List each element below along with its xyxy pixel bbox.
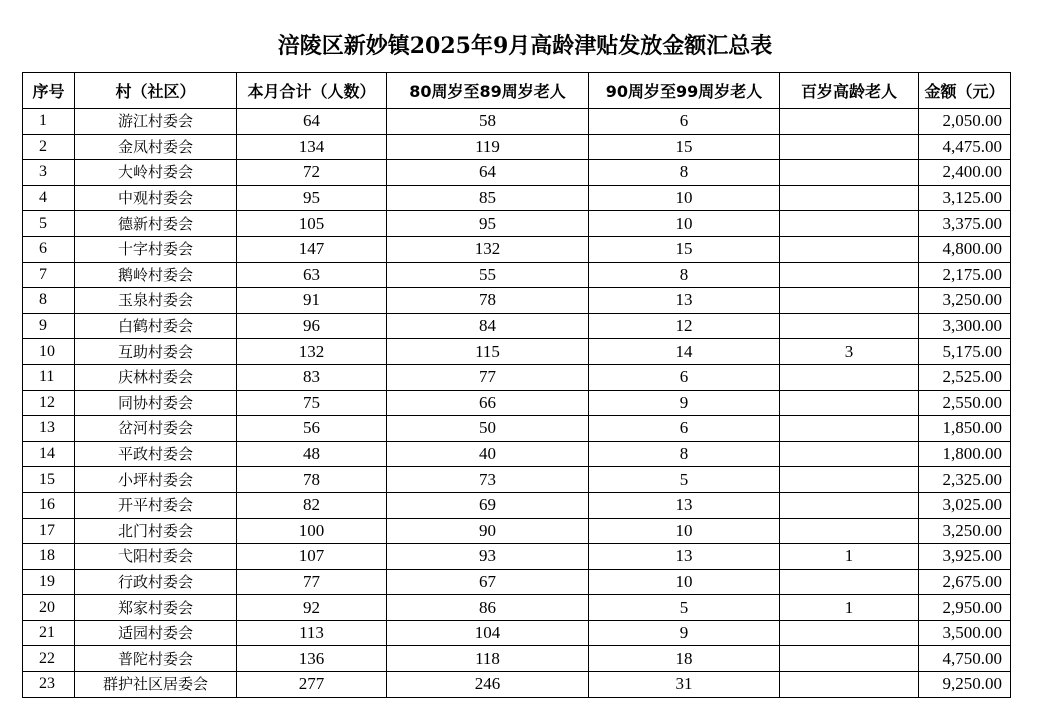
row-age-80-89: 85 xyxy=(387,185,589,211)
row-village: 玉泉村委会 xyxy=(75,288,237,314)
row-amount: 1,850.00 xyxy=(919,416,1011,442)
table-row xyxy=(23,672,1011,698)
row-centenarian xyxy=(780,134,919,160)
row-index: 4 xyxy=(23,185,75,211)
table-row xyxy=(23,390,1011,416)
row-age-90-99: 6 xyxy=(589,364,780,390)
table-row xyxy=(23,236,1011,262)
row-total-count: 78 xyxy=(237,467,387,493)
row-village: 大岭村委会 xyxy=(75,160,237,186)
row-centenarian xyxy=(780,211,919,237)
row-age-80-89: 58 xyxy=(387,109,589,135)
row-amount: 9,250.00 xyxy=(919,672,1011,698)
row-index: 22 xyxy=(23,646,75,672)
header-village: 村（社区） xyxy=(75,73,237,109)
row-age-90-99: 9 xyxy=(589,390,780,416)
row-index: 21 xyxy=(23,620,75,646)
row-centenarian xyxy=(780,416,919,442)
row-amount: 5,175.00 xyxy=(919,339,1011,365)
row-index: 15 xyxy=(23,467,75,493)
subsidy-table xyxy=(22,72,1011,698)
row-index: 3 xyxy=(23,160,75,186)
row-total-count: 63 xyxy=(237,262,387,288)
row-village: 开平村委会 xyxy=(75,492,237,518)
row-index: 14 xyxy=(23,441,75,467)
row-centenarian xyxy=(780,620,919,646)
row-age-80-89: 86 xyxy=(387,595,589,621)
row-total-count: 134 xyxy=(237,134,387,160)
row-centenarian xyxy=(780,390,919,416)
row-village: 互助村委会 xyxy=(75,339,237,365)
row-village: 弋阳村委会 xyxy=(75,544,237,570)
row-amount: 1,800.00 xyxy=(919,441,1011,467)
row-index: 20 xyxy=(23,595,75,621)
table-row xyxy=(23,160,1011,186)
row-total-count: 113 xyxy=(237,620,387,646)
header-index: 序号 xyxy=(23,73,75,109)
row-total-count: 91 xyxy=(237,288,387,314)
row-village: 德新村委会 xyxy=(75,211,237,237)
row-total-count: 64 xyxy=(237,109,387,135)
row-age-80-89: 55 xyxy=(387,262,589,288)
row-amount: 3,250.00 xyxy=(919,518,1011,544)
row-total-count: 96 xyxy=(237,313,387,339)
row-amount: 4,800.00 xyxy=(919,236,1011,262)
row-age-80-89: 67 xyxy=(387,569,589,595)
row-village: 行政村委会 xyxy=(75,569,237,595)
row-index: 10 xyxy=(23,339,75,365)
row-centenarian xyxy=(780,364,919,390)
row-index: 6 xyxy=(23,236,75,262)
row-age-80-89: 118 xyxy=(387,646,589,672)
row-centenarian xyxy=(780,109,919,135)
row-centenarian xyxy=(780,672,919,698)
row-index: 12 xyxy=(23,390,75,416)
row-age-90-99: 8 xyxy=(589,160,780,186)
table-row xyxy=(23,416,1011,442)
row-village: 庆林村委会 xyxy=(75,364,237,390)
row-centenarian xyxy=(780,467,919,493)
row-age-80-89: 84 xyxy=(387,313,589,339)
row-age-80-89: 64 xyxy=(387,160,589,186)
row-centenarian xyxy=(780,313,919,339)
row-centenarian xyxy=(780,569,919,595)
row-total-count: 277 xyxy=(237,672,387,698)
row-total-count: 82 xyxy=(237,492,387,518)
row-total-count: 105 xyxy=(237,211,387,237)
header-total-count: 本月合计（人数） xyxy=(237,73,387,109)
row-total-count: 136 xyxy=(237,646,387,672)
row-age-80-89: 73 xyxy=(387,467,589,493)
table-row xyxy=(23,313,1011,339)
table-row xyxy=(23,646,1011,672)
table-body xyxy=(23,109,1011,698)
table-row xyxy=(23,185,1011,211)
row-amount: 2,400.00 xyxy=(919,160,1011,186)
table-row xyxy=(23,518,1011,544)
row-village: 岔河村委会 xyxy=(75,416,237,442)
row-total-count: 100 xyxy=(237,518,387,544)
row-index: 19 xyxy=(23,569,75,595)
row-age-80-89: 40 xyxy=(387,441,589,467)
row-age-80-89: 77 xyxy=(387,364,589,390)
table-row xyxy=(23,569,1011,595)
row-centenarian xyxy=(780,288,919,314)
row-index: 18 xyxy=(23,544,75,570)
row-village: 小坪村委会 xyxy=(75,467,237,493)
table-row xyxy=(23,441,1011,467)
row-age-90-99: 13 xyxy=(589,288,780,314)
row-centenarian xyxy=(780,185,919,211)
row-village: 北门村委会 xyxy=(75,518,237,544)
row-village: 郑家村委会 xyxy=(75,595,237,621)
row-age-90-99: 8 xyxy=(589,441,780,467)
row-amount: 4,475.00 xyxy=(919,134,1011,160)
row-amount: 3,500.00 xyxy=(919,620,1011,646)
row-centenarian xyxy=(780,518,919,544)
row-age-90-99: 9 xyxy=(589,620,780,646)
row-amount: 2,525.00 xyxy=(919,364,1011,390)
row-age-90-99: 5 xyxy=(589,595,780,621)
row-age-80-89: 90 xyxy=(387,518,589,544)
row-total-count: 147 xyxy=(237,236,387,262)
row-age-90-99: 10 xyxy=(589,211,780,237)
row-village: 普陀村委会 xyxy=(75,646,237,672)
row-village: 群护社区居委会 xyxy=(75,672,237,698)
row-village: 平政村委会 xyxy=(75,441,237,467)
row-age-90-99: 14 xyxy=(589,339,780,365)
row-amount: 2,950.00 xyxy=(919,595,1011,621)
row-age-80-89: 132 xyxy=(387,236,589,262)
table-row xyxy=(23,339,1011,365)
row-amount: 2,175.00 xyxy=(919,262,1011,288)
row-centenarian: 1 xyxy=(780,595,919,621)
table-row xyxy=(23,544,1011,570)
row-age-80-89: 66 xyxy=(387,390,589,416)
row-total-count: 83 xyxy=(237,364,387,390)
row-index: 1 xyxy=(23,109,75,135)
row-age-80-89: 93 xyxy=(387,544,589,570)
header-centenarian: 百岁高龄老人 xyxy=(780,73,919,109)
row-index: 23 xyxy=(23,672,75,698)
table-row xyxy=(23,364,1011,390)
header-row xyxy=(23,73,1011,109)
row-village: 适园村委会 xyxy=(75,620,237,646)
row-total-count: 77 xyxy=(237,569,387,595)
page-title: 涪陵区新妙镇2025年9月高龄津贴发放金额汇总表 xyxy=(277,33,773,59)
row-index: 13 xyxy=(23,416,75,442)
row-amount: 3,375.00 xyxy=(919,211,1011,237)
row-age-80-89: 95 xyxy=(387,211,589,237)
row-age-90-99: 6 xyxy=(589,416,780,442)
row-amount: 3,025.00 xyxy=(919,492,1011,518)
row-age-90-99: 10 xyxy=(589,518,780,544)
row-age-90-99: 5 xyxy=(589,467,780,493)
table-row xyxy=(23,620,1011,646)
row-centenarian xyxy=(780,441,919,467)
row-total-count: 107 xyxy=(237,544,387,570)
row-amount: 2,050.00 xyxy=(919,109,1011,135)
row-age-90-99: 18 xyxy=(589,646,780,672)
row-age-90-99: 6 xyxy=(589,109,780,135)
row-total-count: 56 xyxy=(237,416,387,442)
row-amount: 2,675.00 xyxy=(919,569,1011,595)
row-village: 中观村委会 xyxy=(75,185,237,211)
row-index: 5 xyxy=(23,211,75,237)
row-total-count: 75 xyxy=(237,390,387,416)
row-village: 白鹤村委会 xyxy=(75,313,237,339)
row-amount: 3,925.00 xyxy=(919,544,1011,570)
row-age-90-99: 8 xyxy=(589,262,780,288)
row-centenarian xyxy=(780,646,919,672)
row-age-80-89: 119 xyxy=(387,134,589,160)
row-centenarian: 1 xyxy=(780,544,919,570)
row-age-90-99: 15 xyxy=(589,236,780,262)
table-row xyxy=(23,467,1011,493)
table-row xyxy=(23,134,1011,160)
row-total-count: 95 xyxy=(237,185,387,211)
row-centenarian xyxy=(780,236,919,262)
header-age-90-99: 90周岁至99周岁老人 xyxy=(589,73,780,109)
table-row xyxy=(23,262,1011,288)
row-centenarian: 3 xyxy=(780,339,919,365)
row-age-90-99: 12 xyxy=(589,313,780,339)
table-row xyxy=(23,288,1011,314)
row-amount: 3,300.00 xyxy=(919,313,1011,339)
row-age-90-99: 13 xyxy=(589,492,780,518)
row-age-90-99: 10 xyxy=(589,185,780,211)
row-amount: 3,250.00 xyxy=(919,288,1011,314)
row-centenarian xyxy=(780,160,919,186)
row-age-80-89: 78 xyxy=(387,288,589,314)
row-village: 游江村委会 xyxy=(75,109,237,135)
row-amount: 2,325.00 xyxy=(919,467,1011,493)
row-amount: 2,550.00 xyxy=(919,390,1011,416)
row-age-90-99: 10 xyxy=(589,569,780,595)
row-total-count: 132 xyxy=(237,339,387,365)
row-centenarian xyxy=(780,262,919,288)
row-village: 同协村委会 xyxy=(75,390,237,416)
row-age-90-99: 13 xyxy=(589,544,780,570)
header-amount: 金额（元） xyxy=(919,73,1011,109)
table-row xyxy=(23,492,1011,518)
row-amount: 4,750.00 xyxy=(919,646,1011,672)
header-age-80-89: 80周岁至89周岁老人 xyxy=(387,73,589,109)
row-village: 鹅岭村委会 xyxy=(75,262,237,288)
table-row xyxy=(23,109,1011,135)
row-index: 2 xyxy=(23,134,75,160)
row-total-count: 72 xyxy=(237,160,387,186)
row-amount: 3,125.00 xyxy=(919,185,1011,211)
row-index: 11 xyxy=(23,364,75,390)
row-age-80-89: 104 xyxy=(387,620,589,646)
row-index: 16 xyxy=(23,492,75,518)
row-total-count: 92 xyxy=(237,595,387,621)
row-age-80-89: 115 xyxy=(387,339,589,365)
row-index: 8 xyxy=(23,288,75,314)
row-total-count: 48 xyxy=(237,441,387,467)
row-index: 17 xyxy=(23,518,75,544)
row-village: 金凤村委会 xyxy=(75,134,237,160)
row-centenarian xyxy=(780,492,919,518)
row-age-90-99: 15 xyxy=(589,134,780,160)
row-index: 7 xyxy=(23,262,75,288)
row-age-90-99: 31 xyxy=(589,672,780,698)
table-row xyxy=(23,211,1011,237)
table-row xyxy=(23,595,1011,621)
row-index: 9 xyxy=(23,313,75,339)
row-age-80-89: 246 xyxy=(387,672,589,698)
row-age-80-89: 69 xyxy=(387,492,589,518)
row-age-80-89: 50 xyxy=(387,416,589,442)
row-village: 十字村委会 xyxy=(75,236,237,262)
